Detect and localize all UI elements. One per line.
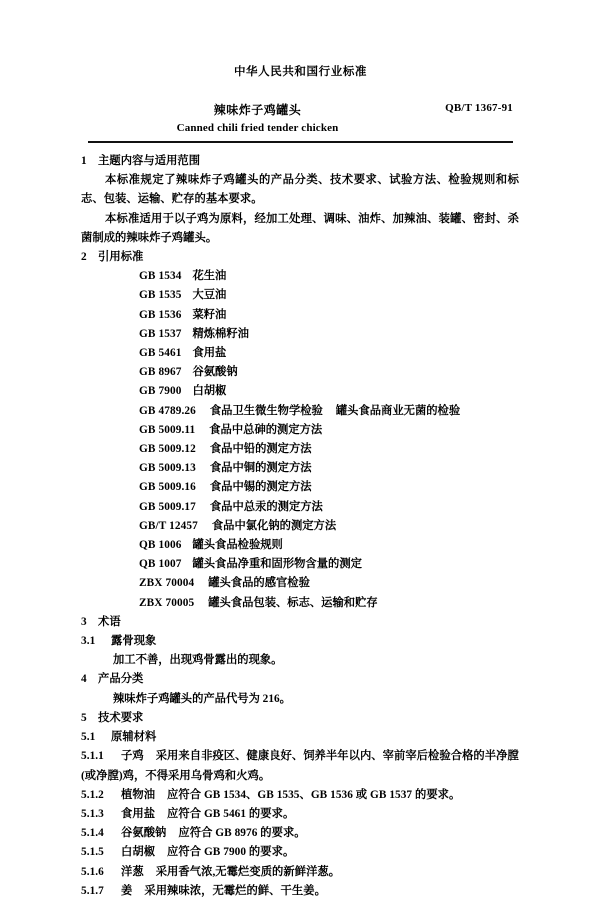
reference-item xyxy=(81,382,519,401)
reference-code: GB 5009.16 xyxy=(139,481,196,494)
reference-code: GB 1537 xyxy=(139,327,182,340)
section-4-body: 辣味炸子鸡罐头的产品代号为 216。 xyxy=(113,692,291,705)
reference-item xyxy=(81,536,519,555)
subsection-5-1-title: 原辅材料 xyxy=(111,731,157,744)
clause-item xyxy=(81,786,519,805)
clause-text: 应符合 GB 1534、GB 1535、GB 1536 或 GB 1537 的要求。 xyxy=(167,788,461,801)
reference-code: GB 7900 xyxy=(139,385,182,398)
section-2-title: 引用标准 xyxy=(98,251,144,264)
subsection-3-1-body: 加工不善，出现鸡骨露出的现象。 xyxy=(113,654,283,667)
clause-text: 采用辣味浓，无霉烂的鲜、干生姜。 xyxy=(144,884,326,897)
document-title-chinese: 辣味炸子鸡罐头 xyxy=(213,103,302,117)
clause-text: 应符合 GB 7900 的要求。 xyxy=(167,846,295,859)
reference-name: 精炼棉籽油 xyxy=(192,327,249,340)
clause-number: 5.1.7 xyxy=(81,884,104,897)
reference-name: 大豆油 xyxy=(192,289,227,302)
clause-term: 食用盐 xyxy=(121,807,156,820)
clause-number: 5.1.2 xyxy=(81,788,104,801)
clause-item xyxy=(81,747,519,785)
section-3-title: 术语 xyxy=(98,615,121,628)
section-heading-3 xyxy=(81,613,519,632)
referenced-standards-list xyxy=(81,267,519,613)
section-1-paragraph-2: 本标准适用于以子鸡为原料，经加工处理、调味、油炸、加辣油、装罐、密封、杀菌制成的辣味炸子鸡罐头。 xyxy=(81,212,519,244)
clause-term: 谷氨酸钠 xyxy=(121,827,167,840)
section-5-number: 5 xyxy=(81,711,87,724)
reference-name: 食用盐 xyxy=(192,347,227,360)
clause-item xyxy=(81,882,519,901)
clause-term: 白胡椒 xyxy=(121,846,156,859)
subsection-3-1-number: 3.1 xyxy=(81,635,96,648)
section-4-title: 产品分类 xyxy=(98,673,144,686)
document-title-english: Canned chili fried tender chicken xyxy=(176,122,339,134)
reference-name: 食品中总汞的测定方法 xyxy=(209,500,323,513)
reference-code: GB 5461 xyxy=(139,347,182,360)
reference-name: 谷氨酸钠 xyxy=(192,366,238,379)
reference-code: GB 4789.26 xyxy=(139,404,196,417)
reference-name: 食品中锡的测定方法 xyxy=(209,481,312,494)
clause-item xyxy=(81,843,519,862)
clause-number: 5.1.4 xyxy=(81,827,104,840)
reference-item xyxy=(81,498,519,517)
section-1-paragraph-1: 本标准规定了辣味炸子鸡罐头的产品分类、技术要求、试验方法、检验规则和标志、包装、运输、贮存的基本要求。 xyxy=(81,174,519,206)
reference-name: 白胡椒 xyxy=(192,385,227,398)
section-1-number: 1 xyxy=(81,155,87,167)
reference-code: GB 5009.17 xyxy=(139,500,196,513)
national-standard-title: 中华人民共和国行业标准 xyxy=(233,66,368,78)
reference-code: GB 5009.12 xyxy=(139,443,196,456)
reference-code: GB/T 12457 xyxy=(139,519,198,532)
reference-code: GB 1534 xyxy=(139,270,182,283)
section-4-number: 4 xyxy=(81,673,87,686)
reference-item xyxy=(81,363,519,382)
clause-item xyxy=(81,824,519,843)
reference-name: 食品卫生微生物学检验 xyxy=(209,404,323,417)
reference-item xyxy=(81,517,519,536)
clause-number: 5.1.3 xyxy=(81,807,104,820)
reference-item xyxy=(81,286,519,305)
clause-text: 应符合 GB 8976 的要求。 xyxy=(178,827,306,840)
clause-term: 植物油 xyxy=(121,788,156,801)
reference-name: 罐头食品检验规则 xyxy=(192,539,283,552)
reference-code: QB 1006 xyxy=(139,539,182,552)
reference-item xyxy=(81,267,519,286)
reference-item xyxy=(81,402,519,421)
subsection-5-1-number: 5.1 xyxy=(81,731,96,744)
reference-code: GB 5009.13 xyxy=(139,462,196,475)
clause-term: 子鸡 xyxy=(121,750,144,763)
clause-text: 应符合 GB 5461 的要求。 xyxy=(167,807,295,820)
reference-name: 花生油 xyxy=(192,270,227,283)
reference-name: 罐头食品净重和固形物含量的测定 xyxy=(192,558,362,571)
clause-item xyxy=(81,805,519,824)
masthead xyxy=(88,64,513,134)
clause-text: 采用来自非疫区、健康良好、饲养半年以内、宰前宰后检验合格的半净膛(或净膛)鸡，不得采用乌骨鸡和火鸡。 xyxy=(81,750,519,782)
reference-item xyxy=(81,478,519,497)
standard-number: QB/T 1367-91 xyxy=(445,102,513,114)
reference-name: 罐头食品的感官检验 xyxy=(208,577,310,590)
reference-item xyxy=(81,555,519,574)
section-5-title: 技术要求 xyxy=(98,711,144,724)
reference-code: ZBX 70005 xyxy=(139,596,195,609)
subsection-heading-3-1 xyxy=(81,632,519,651)
document-body xyxy=(81,152,519,901)
reference-name: 菜籽油 xyxy=(192,308,227,321)
clause-list-5-1 xyxy=(81,747,519,901)
clause-item xyxy=(81,863,519,882)
clause-term: 姜 xyxy=(121,884,133,897)
reference-code: GB 1535 xyxy=(139,289,182,302)
reference-name: 食品中铅的测定方法 xyxy=(209,443,312,456)
reference-item xyxy=(81,306,519,325)
clause-text: 采用香气浓,无霉烂变质的新鲜洋葱。 xyxy=(155,865,341,878)
reference-code: GB 1536 xyxy=(139,308,182,321)
section-1-title: 主题内容与适用范围 xyxy=(98,155,201,167)
subsection-heading-5-1 xyxy=(81,728,519,747)
reference-name: 罐头食品包装、标志、运输和贮存 xyxy=(208,596,378,609)
reference-item xyxy=(81,440,519,459)
section-heading-2 xyxy=(81,248,519,267)
reference-item xyxy=(81,459,519,478)
reference-item xyxy=(81,325,519,344)
clause-number: 5.1.6 xyxy=(81,865,104,878)
clause-number: 5.1.5 xyxy=(81,846,104,859)
clause-number: 5.1.1 xyxy=(81,750,104,763)
reference-item xyxy=(81,574,519,593)
reference-code: QB 1007 xyxy=(139,558,182,571)
title-row xyxy=(88,101,513,118)
section-heading-4 xyxy=(81,670,519,689)
reference-name-secondary: 罐头食品商业无菌的检验 xyxy=(335,404,461,417)
section-heading-1 xyxy=(81,152,519,171)
section-2-number: 2 xyxy=(81,251,87,264)
reference-item xyxy=(81,344,519,363)
clause-term: 洋葱 xyxy=(121,865,144,878)
section-3-number: 3 xyxy=(81,615,87,628)
header-divider-rule xyxy=(88,141,513,143)
section-heading-5 xyxy=(81,709,519,728)
reference-item xyxy=(81,594,519,613)
reference-code: ZBX 70004 xyxy=(139,577,195,590)
reference-name: 食品中总砷的测定方法 xyxy=(209,423,323,436)
reference-name: 食品中铜的测定方法 xyxy=(209,462,312,475)
reference-code: GB 5009.11 xyxy=(139,423,196,436)
subsection-3-1-title: 露骨现象 xyxy=(111,635,157,648)
reference-name: 食品中氯化钠的测定方法 xyxy=(211,519,337,532)
reference-item xyxy=(81,421,519,440)
reference-code: GB 8967 xyxy=(139,366,182,379)
